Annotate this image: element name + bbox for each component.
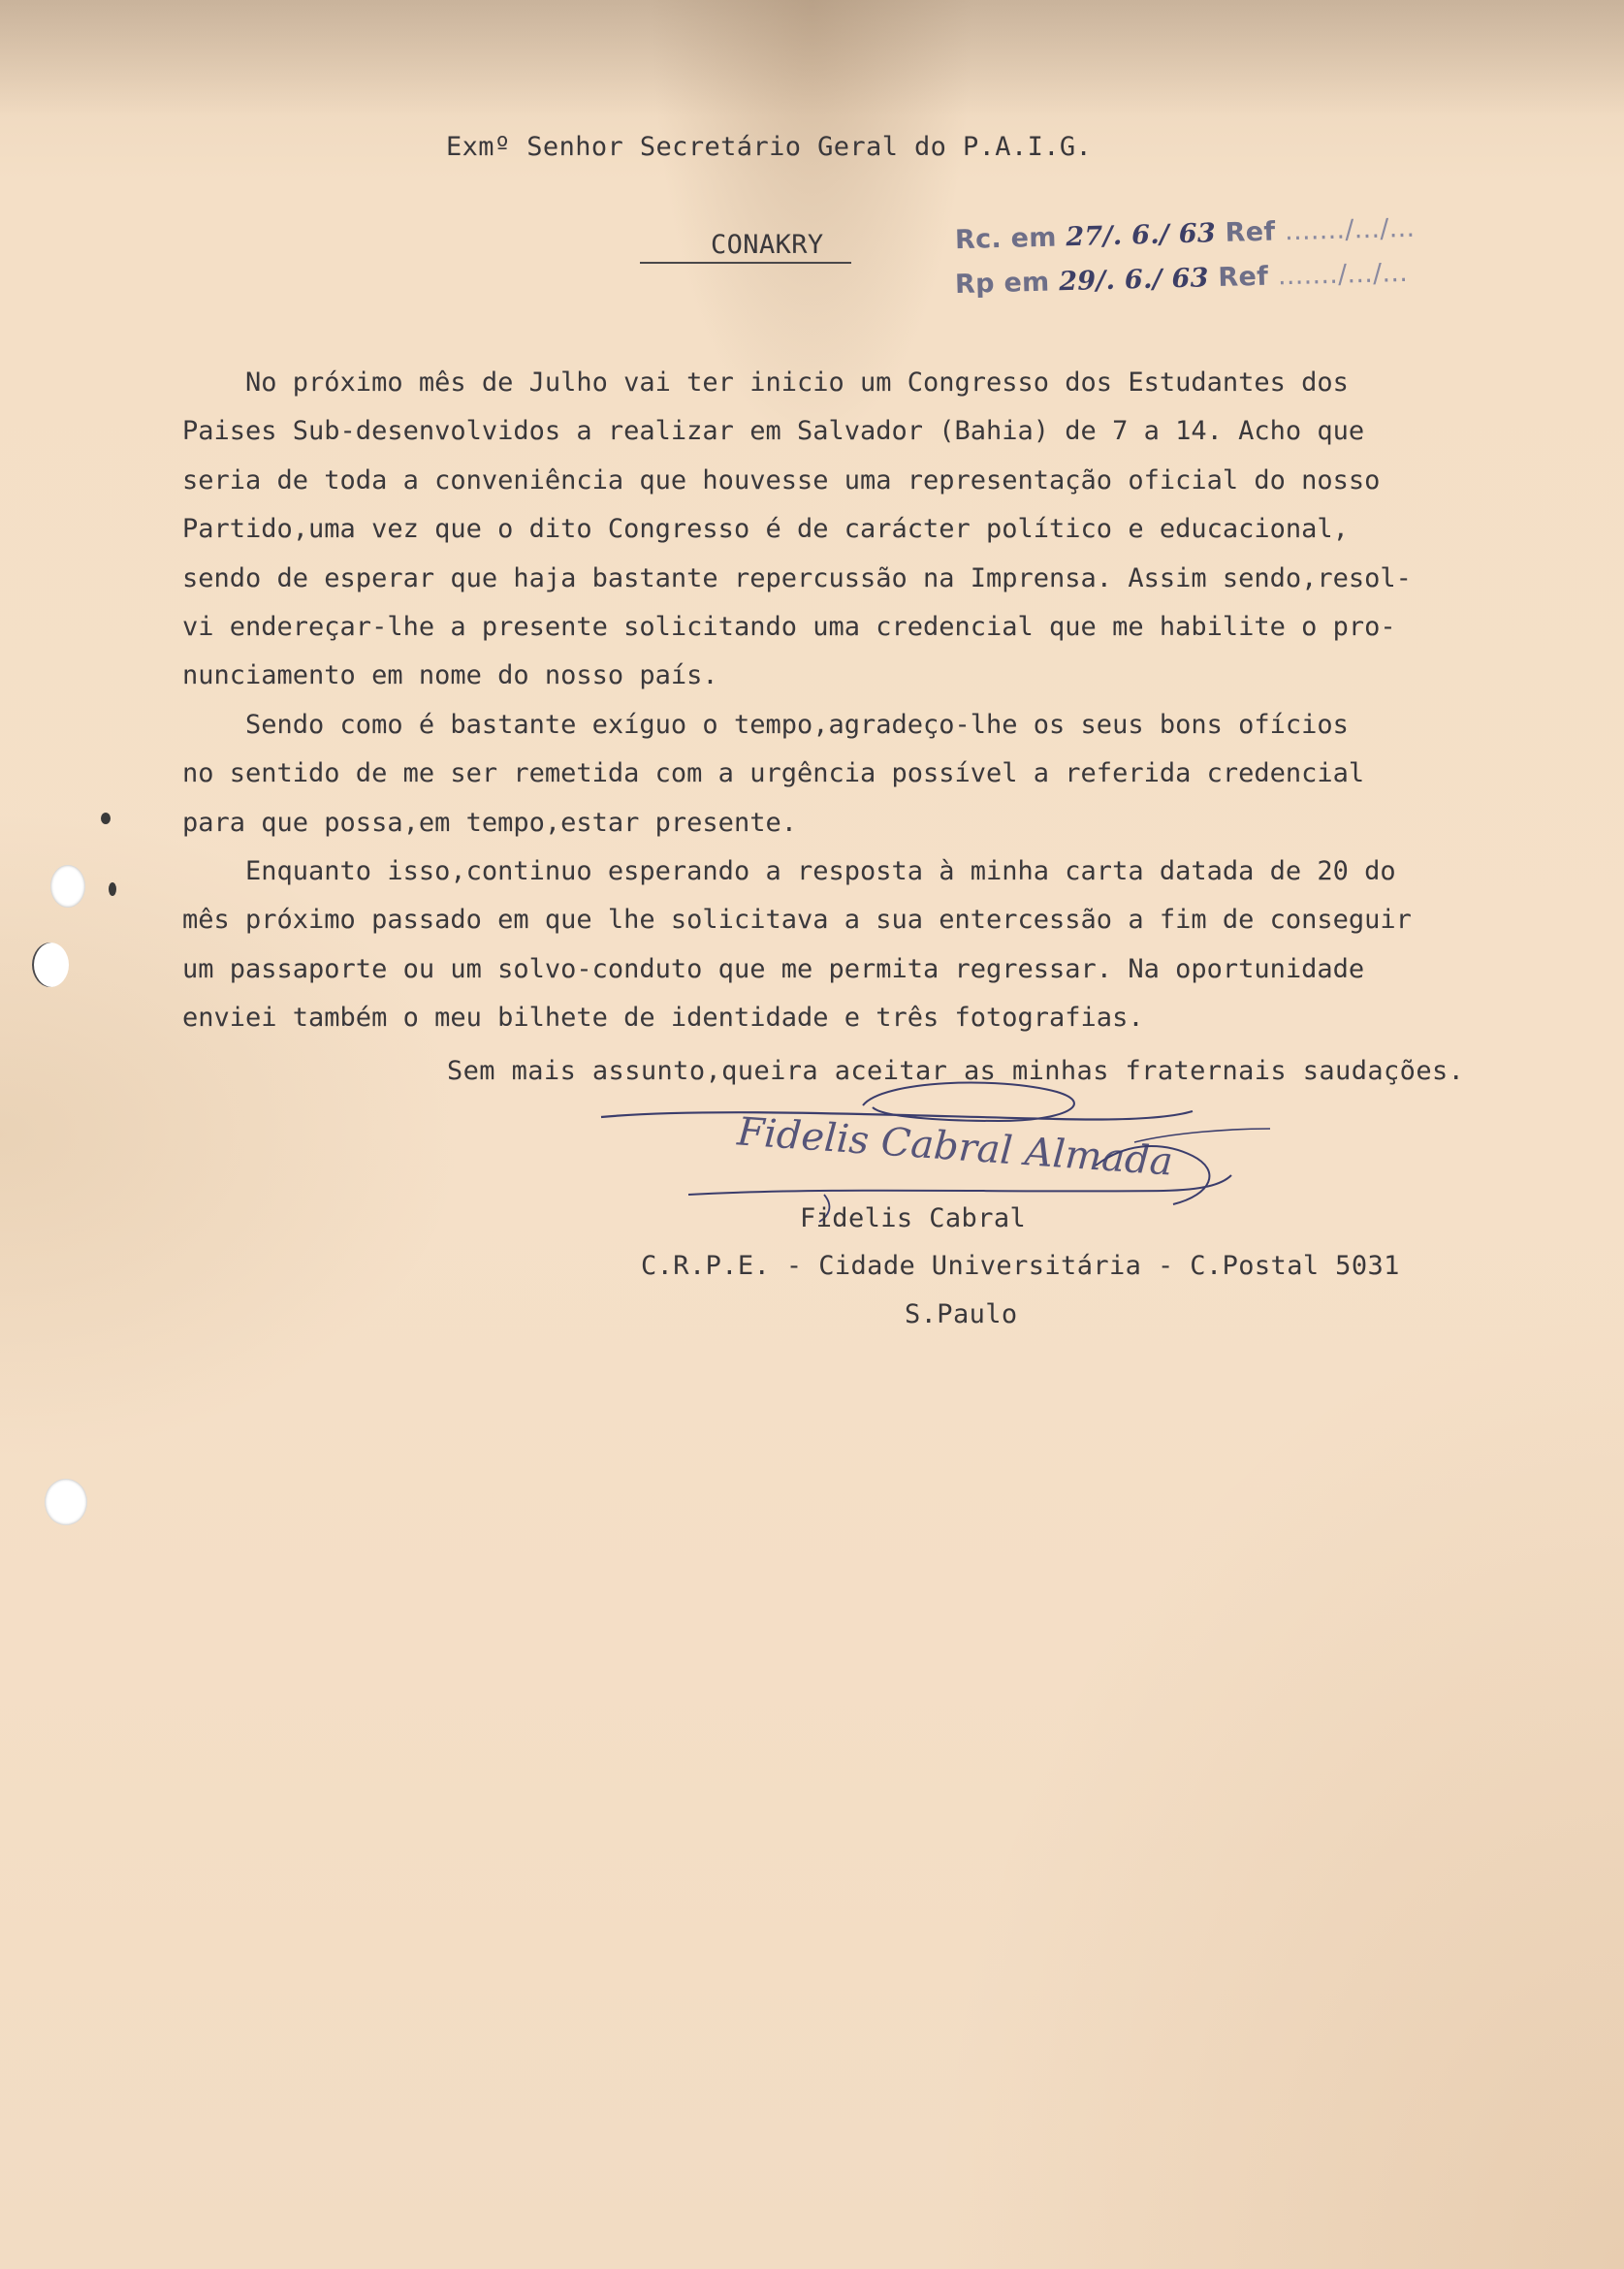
received-stamp-blank: ......./.../... [1284,212,1416,247]
punch-hole [50,865,85,908]
paragraph-2: Sendo como é bastante exíguo o tempo,agradeço-lhe os seus bons ofícios no sentido de me ser remetida com a urgência possível a referida credencial para que possa,em tempo,estar presente. [182,709,1365,838]
paragraph-1: No próximo mês de Julho vai ter inicio um Congresso dos Estudantes dos Paises Sub-desenvolvidos a realizar em Salvador (Bahia) de 7 a 14. Acho que seria de toda a conveniência que houvesse uma representação oficial do nosso Partido,uma vez que o dito Congresso é de carácter político e educacional, sendo de esperar que haja bastante repercussão na Imprensa. Assim sendo,resol- vi endereçar-lhe a presente solicitando uma credencial que me habilite o pro- nunciamento em nome do nosso país. [182,368,1412,691]
signer-address: C.R.P.E. - Cidade Universitária - C.Postal 5031 [641,1251,1400,1281]
signer-city: S.Paulo [905,1299,1018,1329]
paragraph-3: Enquanto isso,continuo esperando a resposta à minha carta datada de 20 do mês próximo passado em que lhe solicitava a sua entercessão a fim de conseguir um passaporte ou um solvo-conduto que me permita regressar. Na oportunidade enviei também o meu bilhete de identidade e três fotografias. [182,856,1412,1034]
ink-speck [109,882,116,896]
salutation: Exmº Senhor Secretário Geral do P.A.I.G. [446,132,1093,162]
punch-hole [45,1479,87,1525]
signer-name: Fidelis Cabral [800,1203,1027,1233]
recipient-city: CONAKRY [711,230,824,260]
replied-stamp [955,258,1409,300]
ink-speck [101,813,111,824]
received-stamp-date: 27/. 6./ 63 [1066,218,1217,253]
paper-stain [0,0,1624,116]
received-stamp [955,213,1416,255]
letter-body [182,359,1578,1043]
replied-stamp-label: Rp em [954,267,1050,301]
punch-hole [32,943,69,987]
received-stamp-ref: Ref [1225,216,1276,248]
replied-stamp-date: 29/. 6./ 63 [1058,263,1210,298]
replied-stamp-ref: Ref [1218,261,1269,294]
closing-line: Sem mais assunto,queira aceitar as minhas fraternais saudações. [447,1056,1465,1086]
handwritten-signature: Fidelis Cabral Almada [735,1109,1175,1185]
replied-stamp-blank: ......./.../... [1277,257,1409,292]
city-underline [640,262,851,264]
received-stamp-label: Rc. em [954,222,1058,256]
